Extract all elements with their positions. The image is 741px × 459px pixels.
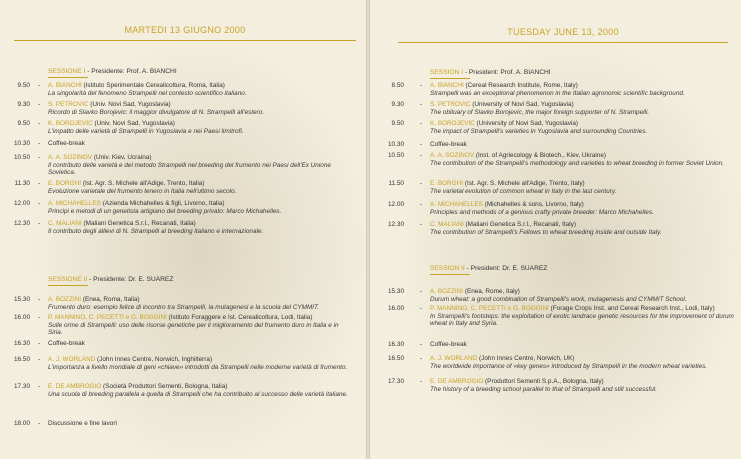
time-slot: 16.50	[388, 355, 404, 362]
speaker-name: A. BIANCHI	[48, 82, 82, 89]
speaker-affiliation: (Maliani Genetica S.r.l., Recanati, Italy)	[465, 221, 576, 228]
talk-entry	[430, 82, 735, 97]
bullet-dash: -	[38, 220, 41, 227]
bullet-dash: -	[38, 154, 41, 161]
session-name: SESSIONE I	[48, 68, 86, 75]
talk-entry	[430, 141, 735, 149]
speaker-name: K. BOROJEVIC	[48, 120, 93, 127]
talk-heading	[430, 341, 735, 349]
session-underline	[430, 274, 470, 275]
talk-entry	[430, 355, 735, 370]
talk-title: Una scuola di breeding parallela a quella di Strampelli che ha contribuito al successo delle varietà italiane.	[48, 390, 348, 398]
bullet-dash: -	[38, 200, 41, 207]
talk-heading	[48, 180, 348, 188]
talk-title: Frumento duro: esempio felice di incontro tra Strampelli, la mutagenesi e la scuola del CYMMIT.	[48, 303, 320, 311]
time-slot: 10.50	[14, 154, 30, 161]
speaker-affiliation: (Maliani Genetica S.r.l., Recanati, Italia)	[83, 220, 196, 227]
bullet-dash: -	[38, 314, 41, 321]
speaker-name: P. MANNINO, C. PECETTI e G. BOGGINI	[48, 314, 167, 321]
talk-heading	[48, 120, 348, 128]
talk-heading	[48, 101, 348, 109]
time-slot: 12.30	[388, 221, 404, 228]
session-underline	[48, 285, 88, 286]
speaker-affiliation: (Produttori Sementi S.p.A., Bologna, Italy)	[485, 378, 604, 385]
talk-entry	[48, 101, 348, 116]
talk-entry	[48, 220, 348, 235]
speaker-affiliation: (Istituto Foraggere e Ist. Cerealicoltura, Lodi, Italia)	[168, 314, 313, 321]
session-header: SESSION I - President: Prof. A. BIANCHI	[430, 69, 551, 76]
talk-entry	[48, 180, 348, 195]
talk-heading	[48, 383, 348, 391]
speaker-affiliation: (Ist. Agr. S. Michele all'Adige, Trento, Italy)	[464, 180, 585, 187]
speaker-name: P. MANNINO, C. PECETTI e G. BOGGINI	[430, 305, 549, 312]
page-title: TUESDAY JUNE 13, 2000	[398, 22, 728, 43]
speaker-affiliation: (University of Novi Sad, Yugoslavia)	[472, 101, 574, 108]
talk-entry	[48, 154, 348, 177]
speaker-name: E. DE AMBROGIO	[48, 383, 102, 390]
bullet-dash: -	[38, 340, 41, 347]
speaker-affiliation: (Univ. Novi Sad, Yugoslavia)	[90, 101, 171, 108]
talk-heading	[430, 180, 735, 188]
speaker-name: A. MICHAHELLES	[430, 201, 483, 208]
talk-entry	[48, 140, 348, 148]
talk-title: The varietal evolution of common wheat in Italy in the last century.	[430, 187, 617, 195]
time-slot: 10.30	[14, 140, 30, 147]
speaker-name: E. BORGHI	[48, 180, 82, 187]
session-header: SESSIONE II - Presidente: Dr. E. SUAREZ	[48, 276, 174, 283]
time-slot: 9.50	[391, 120, 404, 127]
talk-title: Evoluzione varietale del frumento tenero in Italia nell'ultimo secolo.	[48, 187, 237, 195]
talk-entry	[48, 420, 348, 428]
talk-heading	[48, 82, 348, 90]
agenda-note: Coffee-break	[48, 340, 85, 347]
time-slot: 16.30	[388, 341, 404, 348]
time-slot: 12.30	[14, 220, 30, 227]
talk-entry	[430, 341, 735, 349]
talk-entry	[48, 383, 348, 398]
talk-entry	[430, 288, 735, 303]
speaker-affiliation: (Univ. Novi Sad, Yugoslavia)	[94, 120, 175, 127]
speaker-name: A. A. SOZINOV	[430, 152, 475, 159]
talk-entry	[48, 82, 348, 97]
talk-title: Principles and methods of a genious crafty private breeder: Marco Michahelles.	[430, 208, 654, 216]
talk-heading	[48, 340, 348, 348]
time-slot: 16.30	[14, 340, 30, 347]
bullet-dash: -	[420, 355, 423, 362]
talk-heading	[48, 200, 348, 208]
speaker-affiliation: (Cereal Research Institute, Rome, Italy)	[465, 82, 578, 89]
bullet-dash: -	[420, 152, 423, 159]
talk-heading	[48, 296, 348, 304]
talk-entry	[48, 200, 348, 215]
speaker-affiliation: (Michahelles & sons, Livorno, Italy)	[484, 201, 584, 208]
right-page-english	[370, 0, 741, 459]
talk-heading	[430, 141, 735, 149]
talk-entry	[430, 120, 735, 135]
speaker-affiliation: (Enea, Roma, Italia)	[82, 296, 140, 303]
time-slot: 9.30	[17, 101, 30, 108]
session-header: SESSION II - President: Dr. E. SUAREZ	[430, 265, 548, 272]
speaker-affiliation: (Società Produttori Sementi, Bologna, Italia)	[103, 383, 228, 390]
talk-entry	[48, 120, 348, 135]
speaker-name: C. MALIANI	[48, 220, 82, 227]
bullet-dash: -	[420, 378, 423, 385]
speaker-affiliation: (Enea, Rome, Italy)	[464, 288, 520, 295]
speaker-name: A. BIANCHI	[430, 82, 464, 89]
bullet-dash: -	[38, 120, 41, 127]
speaker-affiliation: (Azienda Michahelles & figli, Livorno, Italia)	[102, 200, 225, 207]
talk-heading	[48, 140, 348, 148]
talk-heading	[430, 120, 735, 128]
talk-entry	[48, 314, 348, 337]
talk-heading	[430, 355, 735, 363]
talk-heading	[430, 152, 735, 160]
bullet-dash: -	[38, 82, 41, 89]
session-header: SESSIONE I - Presidente: Prof. A. BIANCHI	[48, 68, 177, 75]
talk-title: Strampelli was an exceptional phenomenon in the Italian agronomic scientific background.	[430, 89, 685, 97]
talk-title: Principi e metodi di un genetista artigiano del breeding privato: Marco Michahelles.	[48, 207, 282, 215]
talk-entry	[430, 221, 735, 236]
talk-title: The obituary of Slavko Borojevic, the major foreign supporter of N. Strampelli.	[430, 108, 650, 116]
talk-entry	[48, 296, 348, 311]
talk-entry	[430, 305, 735, 328]
talk-heading	[430, 201, 735, 209]
left-page-italian	[0, 0, 366, 459]
time-slot: 17.30	[14, 383, 30, 390]
talk-title: La singolarità del fenomeno Strampelli nel contesto scientifico italiano.	[48, 89, 247, 97]
bullet-dash: -	[38, 383, 41, 390]
speaker-name: A. MICHAHELLES	[48, 200, 101, 207]
speaker-affiliation: (John Innes Centre, Norwich, Inghilterra)	[97, 356, 213, 363]
talk-entry	[430, 378, 735, 393]
speaker-affiliation: (Ist. Agr. S. Michele all'Adige, Trento, Italia)	[82, 180, 205, 187]
time-slot: 11.50	[388, 180, 404, 187]
bullet-dash: -	[420, 221, 423, 228]
talk-heading	[48, 314, 348, 322]
time-slot: 16.00	[388, 305, 404, 312]
time-slot: 15.30	[14, 296, 30, 303]
bullet-dash: -	[420, 305, 423, 312]
talk-heading	[430, 101, 735, 109]
talk-title: L'impatto delle varietà di Strampelli in Yugoslavia e nei Paesi limitrofi.	[48, 127, 244, 135]
talk-title: L'importanza a livello mondiale di geni «chiave» introdotti da Strampelli nelle moderne varietà di frumento.	[48, 363, 348, 371]
session-name: SESSION II	[430, 265, 465, 272]
talk-title: Sulle orme di Strampelli: uso delle risorse genetiche per il miglioramento del frumento duro in Italia e in Siria.	[48, 321, 339, 337]
session-chair: President: Prof. A. BIANCHI	[468, 69, 551, 76]
talk-title: Durum wheat: a good combination of Strampelli's work, mutagenesis and CYMMIT School.	[430, 295, 687, 303]
time-slot: 9.30	[391, 101, 404, 108]
speaker-affiliation: (Univ. Kiev, Ucraina)	[93, 154, 152, 161]
speaker-affiliation: (University of Novi Sad, Yugoslavia)	[476, 120, 578, 127]
speaker-name: K. BOROJEVIC	[430, 120, 475, 127]
bullet-dash: -	[420, 180, 423, 187]
talk-title: The history of a breeding school parallel to that of Strampelli and still successful.	[430, 385, 657, 393]
bullet-dash: -	[38, 420, 41, 427]
session-underline	[430, 78, 470, 79]
speaker-name: S. PETROVIC	[48, 101, 89, 108]
speaker-name: A. J. WORLAND	[48, 356, 96, 363]
talk-heading	[430, 288, 735, 296]
talk-entry	[48, 340, 348, 348]
talk-heading	[48, 154, 348, 162]
talk-title: In Strampelli's footsteps: the exploitation of exotic landrace genetic resources for the improvement of durum wheat in Italy and Syria.	[430, 312, 734, 328]
speaker-name: A. BOZZINI	[48, 296, 82, 303]
talk-entry	[430, 101, 735, 116]
bullet-dash: -	[38, 356, 41, 363]
time-slot: 16.00	[14, 314, 30, 321]
talk-heading	[430, 305, 735, 313]
agenda-note: Coffee-break	[430, 141, 467, 148]
session-name: SESSION I	[430, 69, 463, 76]
agenda-note: Coffee-break	[48, 140, 85, 147]
talk-heading	[48, 220, 348, 228]
talk-title: The worldwide importance of «key genes» introduced by Strampelli in the modern wheat varieties.	[430, 362, 708, 370]
session-chair: Presidente: Prof. A. BIANCHI	[91, 68, 177, 75]
page-title: MARTEDI 13 GIUGNO 2000	[14, 20, 356, 41]
agenda-note: Discussione e fine lavori	[48, 420, 117, 427]
session-chair: Presidente: Dr. E. SUAREZ	[93, 276, 174, 283]
time-slot: 12.00	[14, 200, 30, 207]
session-name: SESSIONE II	[48, 276, 88, 283]
speaker-name: A. BOZZINI	[430, 288, 464, 295]
speaker-affiliation: (Forage Crops Inst. and Cereal Research Inst., Lodi, Italy)	[550, 305, 715, 312]
talk-heading	[430, 82, 735, 90]
time-slot: 8.50	[391, 82, 404, 89]
bullet-dash: -	[420, 288, 423, 295]
talk-heading	[430, 221, 735, 229]
speaker-affiliation: (Istituto Sperimentale Cerealicoltura, Roma, Italia)	[83, 82, 225, 89]
bullet-dash: -	[38, 140, 41, 147]
time-slot: 18.00	[14, 420, 30, 427]
time-slot: 9.50	[17, 82, 30, 89]
talk-title: Ricordo di Slavko Borojevic: il maggior divulgatore di N. Strampelli all'estero.	[48, 108, 265, 116]
speaker-name: E. BORGHI	[430, 180, 464, 187]
time-slot: 12.00	[388, 201, 404, 208]
talk-title: The impact of Strampelli's varieties in Yugoslavia and surrounding Countries.	[430, 127, 648, 135]
bullet-dash: -	[420, 341, 423, 348]
time-slot: 11.30	[14, 180, 30, 187]
talk-heading	[48, 420, 348, 428]
speaker-name: A. A. SOZINOV	[48, 154, 93, 161]
time-slot: 10.50	[388, 152, 404, 159]
session-underline	[48, 77, 88, 78]
bullet-dash: -	[38, 296, 41, 303]
talk-title: The contribution of the Strampelli's methodology and varieties to wheat breeding in former Soviet Union.	[430, 159, 724, 167]
bullet-dash: -	[38, 180, 41, 187]
time-slot: 10.30	[388, 141, 404, 148]
bullet-dash: -	[420, 82, 423, 89]
bullet-dash: -	[420, 101, 423, 108]
speaker-name: C. MALIANI	[430, 221, 464, 228]
speaker-name: E. DE AMBROGIO	[430, 378, 484, 385]
talk-heading	[430, 378, 735, 386]
talk-title: The contribution of Strampelli's Fellows to wheat breeding inside and outside Italy.	[430, 228, 662, 236]
bullet-dash: -	[420, 120, 423, 127]
time-slot: 16.50	[14, 356, 30, 363]
bullet-dash: -	[38, 101, 41, 108]
speaker-name: A. J. WORLAND	[430, 355, 478, 362]
talk-entry	[430, 152, 735, 167]
session-chair: President: Dr. E. SUAREZ	[470, 265, 548, 272]
talk-entry	[430, 201, 735, 216]
speaker-affiliation: (Inst. of Agriecology & Biotech., Kiev, Ukraine)	[475, 152, 607, 159]
time-slot: 9.50	[17, 120, 30, 127]
bullet-dash: -	[420, 141, 423, 148]
speaker-name: S. PETROVIC	[430, 101, 471, 108]
talk-title: Il contributo delle varietà e del metodo Strampelli nel breeding del frumento nei Paesi dell'Ex Unione Sovietica.	[48, 161, 331, 177]
talk-title: Il contributo degli allievi di N. Strampelli al breeding italiano e internazionale.	[48, 227, 264, 235]
talk-entry	[430, 180, 735, 195]
time-slot: 17.30	[388, 378, 404, 385]
speaker-affiliation: (John Innes Centre, Norwich, UK)	[479, 355, 575, 362]
talk-heading	[48, 356, 348, 364]
bullet-dash: -	[420, 201, 423, 208]
agenda-note: Coffee-break	[430, 341, 467, 348]
talk-entry	[48, 356, 348, 371]
time-slot: 15.30	[388, 288, 404, 295]
